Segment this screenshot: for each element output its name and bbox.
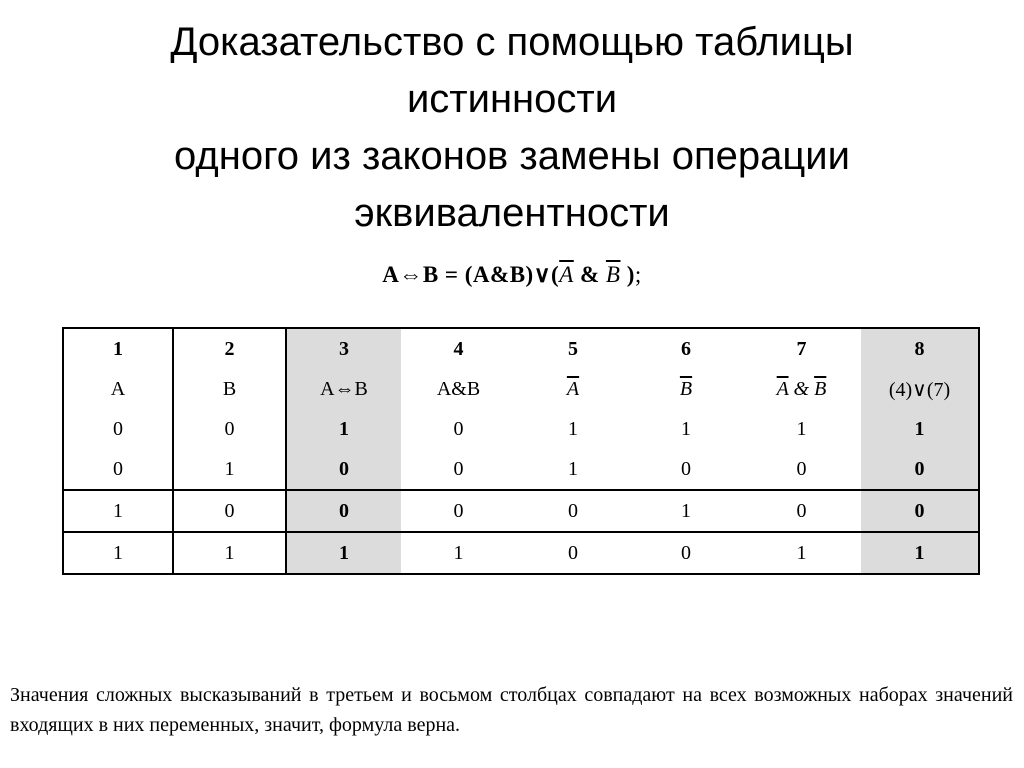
table-row [63,409,979,449]
header-not-b: $\overline{B}$ [814,377,827,400]
table-cell: 0 [63,409,173,449]
formula-amp: & [573,262,606,287]
equivalence-formula [0,262,1024,288]
col-header: (4)∨(7) [861,369,979,409]
table-cell: 1 [568,417,578,440]
table-cell: 0 [286,449,401,490]
title-line: истинности [406,77,618,121]
col-number: 1 [63,328,173,369]
col-header: A [63,369,173,409]
table-cell: 1 [453,541,464,564]
table-row [63,532,979,574]
table-cell: 1 [516,449,630,490]
col-number: 7 [796,337,807,360]
table-cell: 0 [453,417,464,440]
table-cell: 0 [401,449,516,490]
truth-table [62,327,980,575]
col-header: A⇔B [286,369,401,409]
table-cell: 1 [63,490,173,532]
table-cell: 1 [861,532,979,574]
title-line: Доказательство с помощью таблицы [170,20,854,64]
conclusion-text: Значения сложных высказываний в третьем и восьмом столбцах совпадают на всех возможных наборах значений входящих в них переменных, значит, формула верна. [10,684,1013,736]
col-header-not-a: $\overline{A}$ [566,377,580,400]
col-header: A&B [436,377,481,400]
table-cell: 1 [173,532,286,574]
table-cell: 0 [173,409,286,449]
col-header-not-a-and-not-b: $\overline{A}$ & $\overline{B}$ [776,377,827,400]
table-cell: 0 [173,490,286,532]
slide-title [40,14,984,242]
col-number: 5 [568,337,578,360]
table-cell: 0 [286,490,401,532]
column-number-row [63,328,979,369]
table-cell: 0 [742,490,861,532]
table-cell: 0 [516,490,630,532]
formula-not-a: $\overline{A}$ [559,262,574,287]
table-cell: 0 [568,541,578,564]
col-number: 4 [453,337,464,360]
table-cell: 1 [286,532,401,574]
formula-close: ) [620,262,635,287]
col-number: 8 [861,328,979,369]
formula-not-b: $\overline{B}$ [605,262,621,287]
table-cell: 1 [681,417,691,440]
table-cell: 0 [63,449,173,490]
table-cell: 1 [796,541,807,564]
table-cell: 1 [630,490,742,532]
title-line: эквивалентности [354,191,670,235]
table-cell: 0 [742,449,861,490]
col-header: B [173,369,286,409]
col-number: 3 [286,328,401,369]
column-header-row [63,369,979,409]
col-number: 6 [681,337,691,360]
table-row [63,449,979,490]
col-number: 2 [173,328,286,369]
formula-tail: ; [634,262,642,287]
formula-lhs: A⇔B = (A&B)∨( [382,262,560,287]
header-not-a: $\overline{A}$ [776,377,789,400]
col-header-not-b: $\overline{B}$ [679,377,693,400]
table-cell: 0 [681,541,691,564]
table-cell: 0 [861,449,979,490]
table-cell: 1 [796,417,807,440]
table-cell: 1 [286,409,401,449]
table-row [63,490,979,532]
table-cell: 1 [173,449,286,490]
table-cell: 0 [861,490,979,532]
title-line: одного из законов замены операции [174,134,850,178]
table-cell: 0 [630,449,742,490]
table-cell: 0 [401,490,516,532]
table-cell: 1 [861,409,979,449]
table-cell: 1 [63,532,173,574]
